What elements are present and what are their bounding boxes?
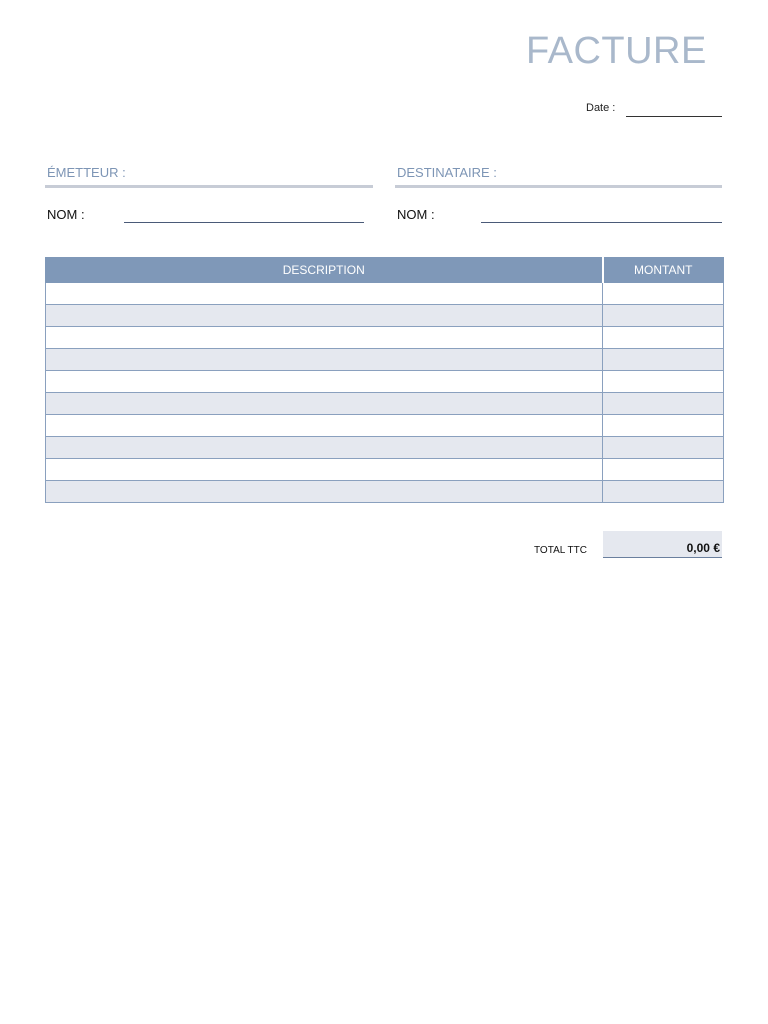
table-row [46, 393, 724, 415]
amount-cell[interactable] [603, 437, 724, 459]
amount-cell[interactable] [603, 327, 724, 349]
description-cell[interactable] [46, 283, 603, 305]
issuer-divider [45, 185, 373, 188]
table-header-row [46, 258, 724, 283]
description-cell[interactable] [46, 437, 603, 459]
description-cell[interactable] [46, 415, 603, 437]
date-field[interactable] [626, 116, 722, 117]
table-row [46, 283, 724, 305]
total-value: 0,00 € [686, 541, 720, 555]
invoice-title: FACTURE [526, 30, 707, 72]
description-cell[interactable] [46, 393, 603, 415]
description-cell[interactable] [46, 305, 603, 327]
recipient-name-field[interactable] [481, 222, 722, 223]
issuer-name-label: NOM : [47, 207, 85, 222]
amount-header: MONTANT [603, 258, 724, 283]
table-row [46, 349, 724, 371]
table-row [46, 481, 724, 503]
total-box [603, 531, 722, 558]
table-row [46, 459, 724, 481]
issuer-name-field[interactable] [124, 222, 364, 223]
issuer-label: ÉMETTEUR : [47, 165, 126, 180]
recipient-name-label: NOM : [397, 207, 435, 222]
description-cell[interactable] [46, 371, 603, 393]
table-row [46, 371, 724, 393]
amount-cell[interactable] [603, 349, 724, 371]
amount-cell[interactable] [603, 371, 724, 393]
description-header: DESCRIPTION [46, 258, 603, 283]
total-label: TOTAL TTC [534, 545, 587, 556]
table-row [46, 305, 724, 327]
table-row [46, 437, 724, 459]
recipient-divider [395, 185, 722, 188]
items-table [45, 257, 724, 503]
amount-cell[interactable] [603, 305, 724, 327]
amount-cell[interactable] [603, 415, 724, 437]
description-cell[interactable] [46, 327, 603, 349]
description-cell[interactable] [46, 481, 603, 503]
date-label: Date : [586, 102, 616, 114]
amount-cell[interactable] [603, 481, 724, 503]
description-cell[interactable] [46, 459, 603, 481]
table-row [46, 415, 724, 437]
amount-cell[interactable] [603, 459, 724, 481]
description-cell[interactable] [46, 349, 603, 371]
amount-cell[interactable] [603, 283, 724, 305]
table-row [46, 327, 724, 349]
amount-cell[interactable] [603, 393, 724, 415]
recipient-label: DESTINATAIRE : [397, 165, 497, 180]
